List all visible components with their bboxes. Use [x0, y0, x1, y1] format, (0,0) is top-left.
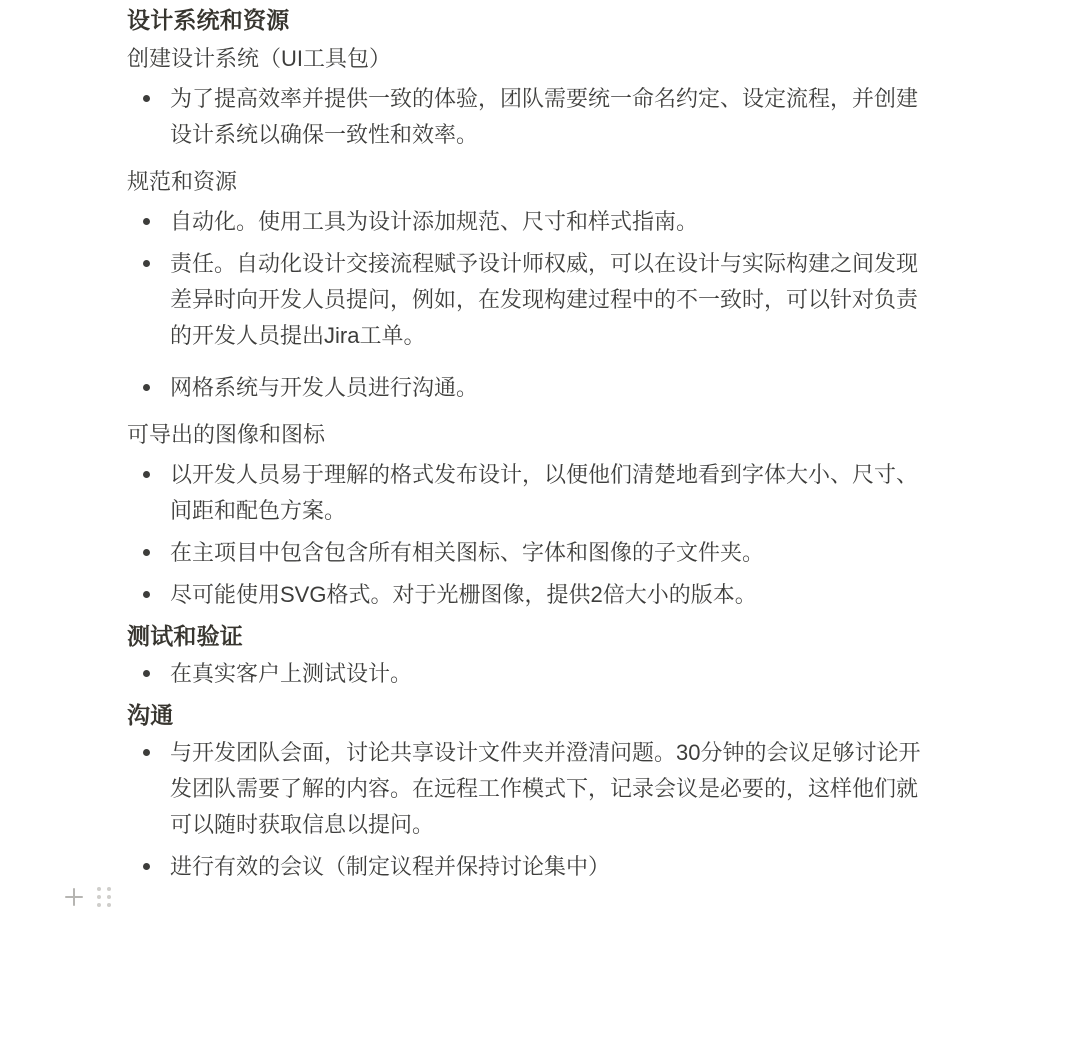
subheading-specs-and-resources: 规范和资源 [127, 169, 238, 194]
list-item[interactable]: 网格系统与开发人员进行沟通。 [127, 367, 928, 409]
subheading-exportable-assets: 可导出的图像和图标 [127, 422, 326, 447]
list-item[interactable]: 在主项目中包含包含所有相关图标、字体和图像的子文件夹。 [127, 532, 928, 574]
bullet-list-create-design-system [127, 78, 928, 156]
list-item[interactable]: 以开发人员易于理解的格式发布设计，以便他们清楚地看到字体大小、尺寸、间距和配色方案。 [127, 454, 928, 532]
list-item[interactable]: 在真实客户上测试设计。 [127, 653, 928, 695]
subheading-create-design-system: 创建设计系统（UI工具包） [127, 46, 392, 71]
add-block-button[interactable] [62, 885, 86, 909]
list-item[interactable]: 与开发团队会面，讨论共享设计文件夹并澄清问题。30分钟的会议足够讨论开发团队需要了解的内容。在远程工作模式下，记录会议是必要的，这样他们就可以随时获取信息以提问。 [127, 732, 928, 846]
document-content [127, 0, 928, 888]
bullet-list-communication [127, 732, 928, 888]
section-heading-testing-validation: 测试和验证 [127, 623, 243, 649]
bullet-list-exportable-assets [127, 454, 928, 616]
list-item[interactable]: 责任。自动化设计交接流程赋予设计师权威，可以在设计与实际构建之间发现差异时向开发人员提问，例如，在发现构建过程中的不一致时，可以针对负责的开发人员提出Jira工单。 [127, 243, 928, 357]
section-heading-design-system: 设计系统和资源 [127, 7, 290, 33]
section-heading-communication: 沟通 [127, 702, 174, 728]
list-item[interactable]: 自动化。使用工具为设计添加规范、尺寸和样式指南。 [127, 201, 928, 243]
list-item[interactable]: 尽可能使用SVG格式。对于光栅图像，提供2倍大小的版本。 [127, 574, 928, 616]
list-item[interactable]: 为了提高效率并提供一致的体验，团队需要统一命名约定、设定流程，并创建设计系统以确保一致性和效率。 [127, 78, 928, 156]
drag-block-handle[interactable] [95, 884, 113, 910]
plus-icon [62, 885, 86, 909]
block-controls [62, 884, 113, 910]
bullet-list-testing-validation [127, 653, 928, 695]
list-item[interactable]: 进行有效的会议（制定议程并保持讨论集中） [127, 846, 928, 888]
bullet-list-specs-and-resources [127, 201, 928, 409]
drag-handle-icon [95, 884, 113, 910]
